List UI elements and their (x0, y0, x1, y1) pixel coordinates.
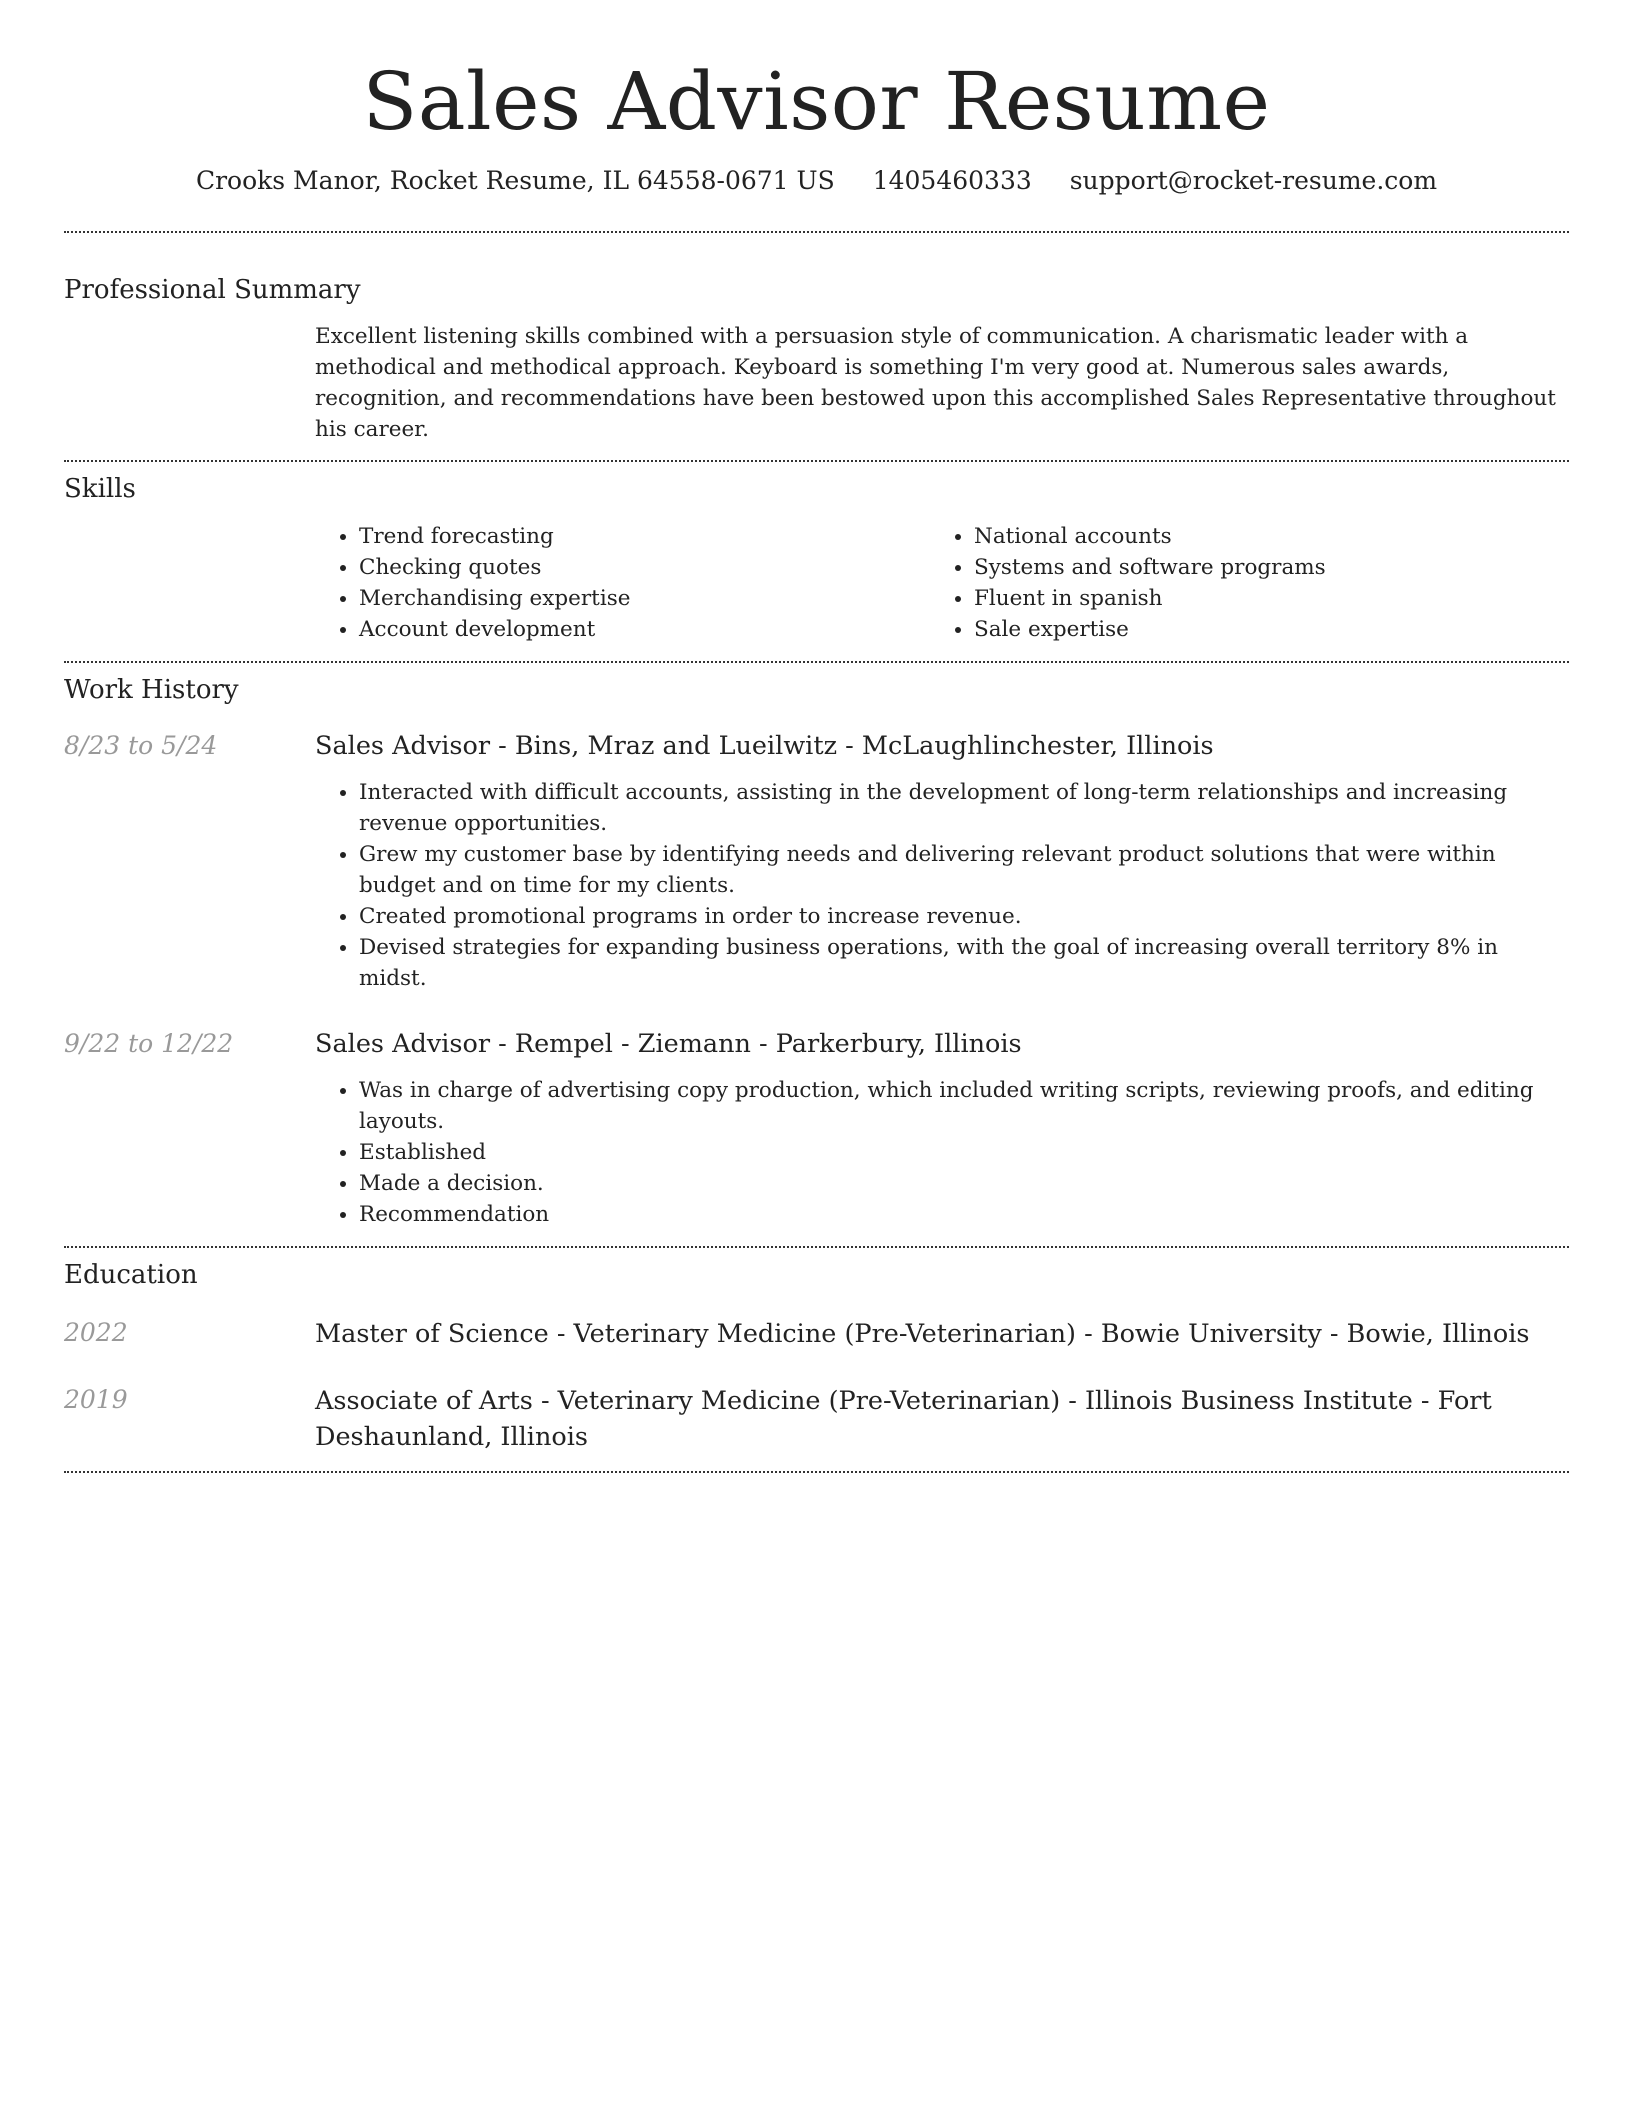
skill-item: • Merchandising expertise (359, 583, 930, 614)
job-dates: 9/22 to 12/22 (64, 1029, 234, 1058)
skill-item: • Trend forecasting (359, 521, 930, 552)
education-entry (64, 1383, 1569, 1455)
phone: 1405460333 (872, 166, 1032, 195)
skills-column-left (315, 521, 930, 645)
job-entry (64, 729, 1569, 994)
contact-line (64, 164, 1569, 198)
skill-item: • Account development (359, 614, 930, 645)
education-content (315, 1316, 1569, 1352)
job-bullet: • Made a decision. (359, 1168, 1569, 1199)
skill-item: • Sale expertise (974, 614, 1545, 645)
divider (64, 1471, 1569, 1473)
section-title-summary: Professional Summary (64, 275, 361, 305)
job-dates: 8/23 to 5/24 (64, 731, 218, 760)
job-bullets (315, 777, 1569, 994)
skills-column-right (930, 521, 1545, 645)
job-bullet: • Recommendation (359, 1199, 1569, 1230)
education-entry (64, 1316, 1569, 1352)
divider (64, 231, 1569, 233)
job-bullet: • Was in charge of advertising copy production, which included writing scripts, reviewing proofs, and editing layouts. (359, 1075, 1569, 1137)
job-content (315, 729, 1569, 994)
job-bullet: • Interacted with difficult accounts, assisting in the development of long-term relationships and increasing revenue opportunities. (359, 777, 1569, 839)
summary-text: Excellent listening skills combined with a persuasion style of communication. A charismatic leader with a methodical and methodical approach. Keyboard is something I'm very good at. Numerous sales awards, recognition, and recommendations have been bestowed upon this accomplished Sales Representative throughout his career. (315, 324, 1556, 442)
section-title-skills: Skills (64, 474, 136, 504)
job-entry (64, 1027, 1569, 1230)
job-content (315, 1027, 1569, 1230)
section-title-education: Education (64, 1260, 198, 1290)
job-title: Sales Advisor - Bins, Mraz and Lueilwitz - McLaughlinchester, Illinois (315, 731, 1214, 761)
skill-item: • National accounts (974, 521, 1545, 552)
divider (64, 661, 1569, 663)
education-title: Associate of Arts - Veterinary Medicine (Pre-Veterinarian) - Illinois Business Institute - Fort Deshaunland, Illinois (315, 1386, 1492, 1452)
skill-item: • Checking quotes (359, 552, 930, 583)
section-title-work: Work History (64, 675, 239, 705)
divider (64, 1246, 1569, 1248)
skill-item: • Systems and software programs (974, 552, 1545, 583)
resume-page (64, 0, 1569, 1473)
email: support@rocket-resume.com (1069, 166, 1438, 195)
address: Crooks Manor, Rocket Resume, IL 64558-0671 US (195, 166, 835, 195)
skills-list (315, 521, 1569, 645)
job-title: Sales Advisor - Rempel - Ziemann - Parkerbury, Illinois (315, 1029, 1022, 1059)
job-bullet: • Grew my customer base by identifying needs and delivering relevant product solutions that were within budget and on time for my clients. (359, 839, 1569, 901)
job-bullet: • Created promotional programs in order to increase revenue. (359, 901, 1569, 932)
job-bullet: • Established (359, 1137, 1569, 1168)
divider (64, 460, 1569, 462)
education-content (315, 1383, 1569, 1455)
job-bullets (315, 1075, 1569, 1230)
education-title: Master of Science - Veterinary Medicine (Pre-Veterinarian) - Bowie University - Bowie, Illinois (315, 1319, 1530, 1349)
page-title: Sales Advisor Resume (362, 55, 1271, 148)
education-year: 2019 (64, 1385, 128, 1414)
education-year: 2022 (64, 1318, 128, 1347)
job-bullet: • Devised strategies for expanding business operations, with the goal of increasing overall territory 8% in midst. (359, 932, 1569, 994)
skill-item: • Fluent in spanish (974, 583, 1545, 614)
